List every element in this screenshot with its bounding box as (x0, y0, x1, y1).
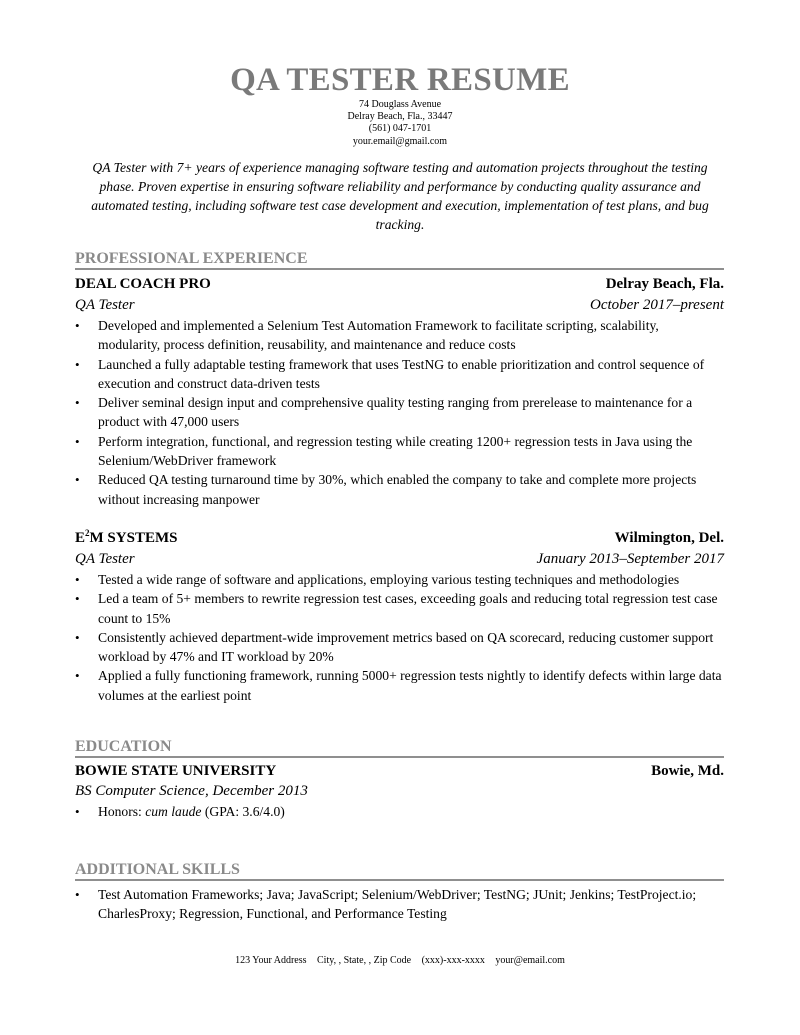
job-1-dates: October 2017–present (589, 297, 724, 313)
phone-number: (561) 047-1701 (368, 123, 432, 135)
education-heading: EDUCATION (75, 738, 724, 758)
experience-heading: PROFESSIONAL EXPERIENCE (75, 250, 724, 270)
email-address: your.email@gmail.com (352, 135, 448, 147)
list-item: • Consistently achieved department-wide improvement metrics based on QA scorecard, reducing customer support workload by 47% and IT workload by 20% (75, 629, 714, 665)
list-item: • Reduced QA testing turnaround time by 30%, which enabled the company to take and complete more projects without increasing manpower (75, 472, 697, 507)
skills-bullets (75, 885, 724, 924)
job-1-subheader (75, 295, 724, 315)
job-2-dates: January 2013–September 2017 (536, 551, 724, 567)
list-item: • Developed and implemented a Selenium Test Automation Framework to facilitate scripting, scalability, modularity, process definition, reusability, and maintenance and reduce costs (75, 318, 659, 353)
job-1-role: QA Tester (75, 297, 135, 313)
job-2-location: Wilmington, Del. (614, 530, 724, 546)
degree: BS Computer Science, December 2013 (75, 783, 308, 799)
footer-city: City, , State, , Zip Code (317, 955, 412, 966)
job-2-company: $E^2M$ SYSTEMS (75, 528, 178, 546)
job-1-header (75, 274, 724, 294)
education-bullets (75, 802, 724, 821)
list-item: • Honors: cum laude (GPA: 3.6/4.0) (75, 804, 285, 819)
address-line-2: Delray Beach, Fla., 33447 (347, 111, 453, 123)
contact-block (0, 99, 800, 148)
list-item: • Perform integration, functional, and regression testing while creating 1200+ regression tests in Java using the Selenium/WebDriver framework (75, 433, 693, 469)
list-item: • Test Automation Frameworks; Java; JavaScript; Selenium/WebDriver; TestNG; JUnit; Jenkins; TestProject.io; CharlesProxy; Regression, Functional, and Performance Testing (75, 887, 697, 922)
education-subheader (75, 781, 724, 801)
job-1-location: Delray Beach, Fla. (605, 276, 724, 292)
footer-phone: (xxx)-xxx-xxxx (421, 955, 485, 966)
summary-paragraph: QA Tester with 7+ years of experience managing software testing and automation projects throughout the testing phase. Proven expertise in ensuring software reliability and performance by conducting quality assurance and automated testing, including software test case development and execution, implementation of test plans, and bug tracking. (91, 160, 709, 232)
skills-heading: ADDITIONAL SKILLS (75, 861, 724, 881)
list-item: • Launched a fully adaptable testing framework that uses TestNG to enable prioritization and control sequence of execution and construct data-driven tests (75, 356, 705, 391)
address-line-1: 74 Douglass Avenue (358, 99, 442, 110)
education-header (75, 761, 724, 781)
list-item: • Deliver seminal design input and comprehensive quality testing ranging from prerelease to maintenance for a product with 47,000 users (75, 395, 693, 430)
footer-email: your@email.com (495, 955, 565, 966)
school-location: Bowie, Md. (651, 763, 724, 779)
resume-title: QA TESTER RESUME (230, 62, 570, 98)
school-name: BOWIE STATE UNIVERSITY (75, 763, 277, 779)
job-2-bullets (75, 570, 724, 705)
job-1-company: DEAL COACH PRO (75, 276, 211, 292)
list-item: • Tested a wide range of software and applications, employing various testing techniques and methodologies (75, 572, 680, 587)
job-2-header (75, 528, 724, 548)
job-1-bullets (75, 316, 724, 509)
footer (0, 955, 800, 967)
list-item: • Applied a fully functioning framework, running 5000+ regression tests nightly to identify defects within large data volumes at the earliest point (75, 668, 722, 703)
footer-address: 123 Your Address (235, 955, 307, 966)
list-item: • Led a team of 5+ members to rewrite regression test cases, exceeding goals and reducing total regression test case count to 15% (75, 591, 718, 626)
job-2-subheader (75, 549, 724, 569)
job-2-role: QA Tester (75, 551, 135, 567)
